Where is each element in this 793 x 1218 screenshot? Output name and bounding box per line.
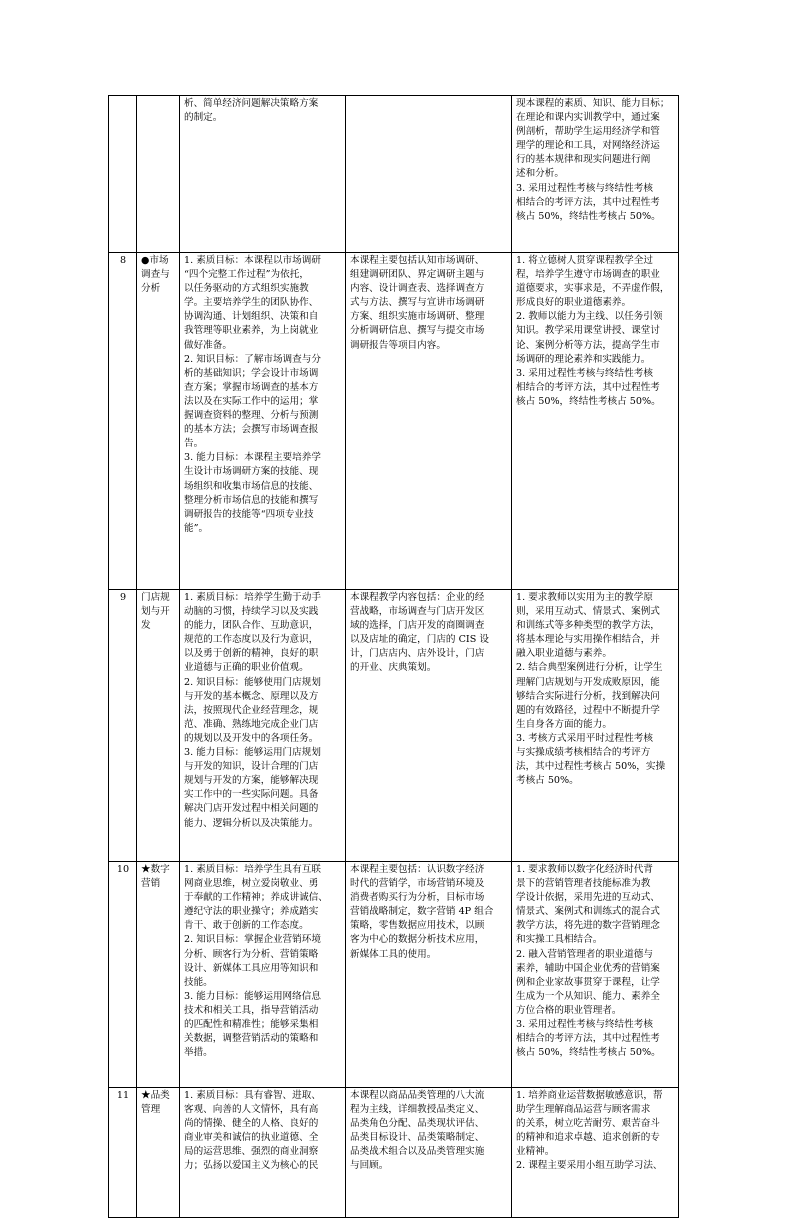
course-goals-line: 于奉献的工作精神；养成讲诚信、 [184, 892, 328, 904]
course-goals-line: 技能。 [184, 976, 213, 988]
course-content-line: 时代的营销学，市场营销环境及 [350, 878, 485, 890]
course-content [346, 590, 512, 862]
teaching-requirements-line: 够结合实际进行分析，找到解决问 [516, 690, 660, 702]
teaching-requirements-line: 2. 课程主要采用小组互助学习法、 [516, 1160, 663, 1172]
course-content-line: 方案、组织实施市场调研、整理 [350, 311, 485, 323]
course-name-line: 营销 [141, 878, 161, 890]
course-content-line: 本课程主要包括：认识数字经济 [350, 864, 485, 875]
course-goals-line: 规划与开发的方案，能够解决现 [184, 775, 319, 787]
teaching-requirements-line: 现本课程的素质、知识、能力目标； [516, 98, 670, 109]
course-content-line: 的开业、庆典策划。 [350, 662, 437, 674]
teaching-requirements-line: 道德要求，实事求是，不弄虚作假， [516, 283, 670, 295]
teaching-requirements-line: 例和企业家故事贯穿于课程，让学 [516, 976, 660, 988]
table-row [109, 253, 679, 590]
course-name-line: 发 [141, 620, 151, 632]
course-goals-line: 查方案；掌握市场调查的基本方 [184, 381, 319, 393]
course-goals-line: 整理分析市场信息的技能和撰写 [184, 494, 319, 506]
teaching-requirements [512, 590, 679, 862]
course-goals [180, 1088, 346, 1218]
course-goals-line: 场组织和收集市场信息的技能、 [184, 480, 319, 492]
course-goals-line: 遵纪守法的职业操守；养成踏实 [184, 906, 319, 918]
course-goals [180, 96, 346, 253]
table-row [109, 96, 679, 253]
teaching-requirements-line: 生自身各方面的能力。 [516, 718, 612, 730]
teaching-requirements-line: 1. 要求教师以实用为主的教学原 [516, 592, 653, 603]
teaching-requirements-line: 融入职业道德与素养。 [516, 648, 612, 660]
course-goals-line: 法，按照现代企业经营理念，规 [184, 704, 319, 716]
course-goals-line: 2. 知识目标：能够使用门店规划 [184, 676, 321, 688]
course-goals-line: 的基本方法；会撰写市场调查报 [184, 424, 319, 436]
teaching-requirements-line: 2. 结合典型案例进行分析，让学生 [516, 662, 663, 674]
course-name-line: 管理 [141, 1104, 161, 1116]
teaching-requirements-line: 与实操成绩考核相结合的考评方 [516, 747, 651, 759]
teaching-requirements-line: 3. 采用过程性考核与终结性考核 [516, 182, 653, 194]
row-number: 8 [109, 253, 137, 590]
teaching-requirements-line: 景下的营销管理者技能标准为教 [516, 878, 651, 890]
teaching-requirements-line: 方位合格的职业管理者。 [516, 1004, 622, 1016]
course-goals-line: 2. 知识目标：了解市场调查与分 [184, 353, 321, 365]
course-goals-line: 1. 素质目标：本课程以市场调研 [184, 255, 321, 266]
course-content-line: 分析调研信息、撰写与提交市场 [350, 325, 485, 337]
course-goals-line: 局的运营思维、强烈的商业洞察 [184, 1146, 319, 1158]
course-content-line: 与回顾。 [350, 1160, 389, 1172]
course-content-line: 策略，零售数据应用技术，以顾 [350, 920, 485, 932]
course-goals-line: 3. 能力目标：能够运用门店规划 [184, 747, 321, 759]
course-content-line: 营销战略制定，数字营销 4P 组合 [350, 906, 494, 918]
teaching-requirements-line: 1. 将立德树人贯穿课程教学全过 [516, 255, 653, 266]
course-goals-line: “四个完整工作过程”为依托， [184, 269, 309, 281]
course-goals-line: 告。 [184, 438, 204, 450]
teaching-requirements-line: 情景式、案例式和训练式的混合式 [516, 906, 660, 918]
course-goals-line: 的制定。 [184, 112, 223, 124]
teaching-requirements-line: 行的基本规律和现实问题进行阐 [516, 154, 651, 166]
course-goals-line: 实工作中的一些实际问题。具备 [184, 789, 319, 801]
course-content-line: 式与方法、撰写与宣讲市场调研 [350, 297, 485, 309]
teaching-requirements-line: 和训练式等多种类型的教学方法， [516, 620, 660, 632]
course-goals-line: 析、简单经济问题解决策略方案 [184, 98, 319, 109]
course-name [137, 590, 180, 862]
teaching-requirements-line: 知识。教学采用课堂讲授、课堂讨 [516, 325, 660, 337]
course-content-line: 客为中心的数据分析技术应用， [350, 934, 485, 946]
table-row [109, 1088, 679, 1218]
course-name [137, 253, 180, 590]
course-name-line: ●市场 [141, 255, 169, 266]
course-content-line: 品类战术组合以及品类管理实施 [350, 1146, 485, 1158]
course-goals [180, 253, 346, 590]
course-content-line: 以及店址的确定，门店的 CIS 设 [350, 634, 489, 646]
course-goals-line: 范、准确、熟练地完成企业门店 [184, 718, 319, 730]
course-name-line: 调查与 [141, 269, 170, 281]
teaching-requirements-line: 和实操工具相结合。 [516, 934, 603, 946]
course-name-line: ★品类 [141, 1090, 170, 1101]
teaching-requirements-line: 3. 考核方式采用平时过程性考核 [516, 732, 653, 744]
course-goals-line: 规范的工作态度以及行为意识， [184, 634, 319, 646]
teaching-requirements-line: 的精神和追求卓越、追求创新的专 [516, 1132, 660, 1144]
teaching-requirements-line: 3. 采用过程性考核与终结性考核 [516, 1019, 653, 1031]
course-goals-line: 以及勇于创新的精神，良好的职 [184, 648, 319, 660]
course-goals-line: 能力、逻辑分析以及决策能力。 [184, 817, 319, 829]
course-goals-line: 3. 能力目标：能够运用网络信息 [184, 990, 321, 1002]
teaching-requirements-line: 论、案例分析等方法，提高学生市 [516, 339, 660, 351]
teaching-requirements-line: 学设计依据，采用先进的互动式、 [516, 892, 660, 904]
teaching-requirements-line: 例剖析，帮助学生运用经济学和管 [516, 126, 660, 138]
course-goals-line: 的规划以及开发中的各项任务。 [184, 732, 319, 744]
teaching-requirements-line: 的关系，树立吃苦耐劳、艰苦奋斗 [516, 1118, 660, 1130]
course-goals-line: 举措。 [184, 1047, 213, 1059]
teaching-requirements-line: 程，培养学生遵守市场调查的职业 [516, 269, 660, 281]
teaching-requirements-line: 题的有效路径，过程中不断提升学 [516, 704, 660, 716]
course-goals-line: 的能力，团队合作、互助意识， [184, 620, 319, 632]
course-goals-line: 网商业思维，树立爱岗敬业、勇 [184, 878, 319, 890]
teaching-requirements-line: 核占 50%，终结性考核占 50%。 [516, 210, 661, 222]
course-goals-line: 1. 素质目标：具有睿智、进取、 [184, 1090, 321, 1101]
course-content-line: 域的选择，门店开发的商圈调查 [350, 620, 485, 632]
teaching-requirements-line: 考核占 50%。 [516, 775, 579, 787]
course-name-line: ★数字 [141, 864, 170, 875]
teaching-requirements-line: 述和分析。 [516, 168, 564, 180]
course-name-line: 门店规 [141, 592, 170, 603]
course-table [108, 95, 679, 1218]
course-content-line: 品类目标设计、品类策略制定、 [350, 1132, 485, 1144]
course-content-line: 本课程以商品品类管理的八大流 [350, 1090, 485, 1101]
course-content-line: 内容、设计调查表、选择调查方 [350, 283, 485, 295]
course-content-line: 程为主线，详细教授品类定义、 [350, 1104, 485, 1116]
course-content [346, 1088, 512, 1218]
course-goals-line: 调研报告的技能等“四项专业技 [184, 508, 314, 520]
teaching-requirements-line: 理学的理论和工具，对网络经济运 [516, 140, 660, 152]
course-content-line: 本课程主要包括认知市场调研、 [350, 255, 485, 266]
teaching-requirements-line: 理解门店规划与开发成败原因，能 [516, 676, 660, 688]
teaching-requirements-line: 法，其中过程性考核占 50%，实操 [516, 761, 666, 773]
teaching-requirements-line: 形成良好的职业道德素养。 [516, 297, 632, 309]
teaching-requirements-line: 2. 教师以能力为主线、以任务引领 [516, 311, 663, 323]
course-goals-line: 协调沟通、计划组织、决策和自 [184, 311, 319, 323]
teaching-requirements-line: 业精神。 [516, 1146, 555, 1158]
row-number [109, 96, 137, 253]
teaching-requirements-line: 1. 培养商业运营数据敏感意识，帮 [516, 1090, 663, 1101]
course-goals-line: 商业审美和诚信的执业道德、全 [184, 1132, 319, 1144]
course-goals-line: 析的基础知识；学会设计市场调 [184, 367, 319, 379]
teaching-requirements [512, 96, 679, 253]
course-goals-line: 动脑的习惯，持续学习以及实践 [184, 606, 319, 618]
course-goals-line: 学。主要培养学生的团队协作、 [184, 297, 319, 309]
teaching-requirements-line: 相结合的考评方法，其中过程性考 [516, 381, 660, 393]
course-goals-line: 关数据，调整营销活动的策略和 [184, 1033, 319, 1045]
course-goals-line: 解决门店开发过程中相关问题的 [184, 803, 319, 815]
course-name-line: 划与开 [141, 606, 170, 618]
course-goals-line: 生设计市场调研方案的技能、现 [184, 466, 319, 478]
course-goals-line: 与开发的知识，设计合理的门店 [184, 761, 319, 773]
teaching-requirements-line: 将基本理论与实用操作相结合，并 [516, 634, 660, 646]
course-goals-line: 3. 能力目标：本课程主要培养学 [184, 452, 321, 464]
course-content-line: 调研报告等项目内容。 [350, 339, 446, 351]
course-goals-line: 业道德与正确的职业价值观。 [184, 662, 309, 674]
row-number: 10 [109, 862, 137, 1088]
course-goals-line: 客观、向善的人文情怀，具有高 [184, 1104, 319, 1116]
teaching-requirements-line: 在理论和课内实训教学中，通过案 [516, 112, 660, 124]
course-name-line: 分析 [141, 283, 161, 295]
course-goals-line: 尚的情操、健全的人格、良好的 [184, 1118, 319, 1130]
teaching-requirements [512, 1088, 679, 1218]
course-goals-line: 能”。 [184, 522, 209, 534]
course-goals-line: 1. 素质目标：培养学生勤于动手 [184, 592, 321, 603]
teaching-requirements-line: 核占 50%，终结性考核占 50%。 [516, 1047, 661, 1059]
course-goals-line: 握调查资料的整理、分析与预测 [184, 410, 319, 422]
course-table-body [109, 96, 679, 1218]
course-content-line: 本课程教学内容包括：企业的经 [350, 592, 485, 603]
table-row [109, 590, 679, 862]
course-name [137, 1088, 180, 1218]
teaching-requirements-line: 生成为一个从知识、能力、素养全 [516, 990, 660, 1002]
course-goals-line: 我管理等职业素养，为上岗就业 [184, 325, 319, 337]
course-goals [180, 590, 346, 862]
teaching-requirements-line: 1. 要求教师以数字化经济时代背 [516, 864, 653, 875]
course-goals-line: 技术和相关工具，指导营销活动 [184, 1004, 319, 1016]
course-goals-line: 1. 素质目标：培养学生具有互联 [184, 864, 321, 875]
teaching-requirements-line: 素养，辅助中国企业优秀的营销案 [516, 962, 660, 974]
course-goals [180, 862, 346, 1088]
course-content-line: 消费者购买行为分析，目标市场 [350, 892, 485, 904]
course-goals-line: 的匹配性和精准性；能够采集相 [184, 1019, 319, 1031]
course-goals-line: 以任务驱动的方式组织实施教 [184, 283, 309, 295]
teaching-requirements-line: 场调研的理论素养和实践能力。 [516, 353, 651, 365]
course-goals-line: 力；弘扬以爱国主义为核心的民 [184, 1160, 319, 1172]
teaching-requirements [512, 862, 679, 1088]
course-goals-line: 做好准备。 [184, 339, 232, 351]
teaching-requirements-line: 3. 采用过程性考核与终结性考核 [516, 367, 653, 379]
course-goals-line: 与开发的基本概念、原理以及方 [184, 690, 319, 702]
course-name [137, 862, 180, 1088]
teaching-requirements-line: 相结合的考评方法，其中过程性考 [516, 196, 660, 208]
teaching-requirements-line: 则，采用互动式、情景式、案例式 [516, 606, 660, 618]
course-content-line: 新媒体工具的使用。 [350, 948, 437, 960]
course-goals-line: 法以及在实际工作中的运用；掌 [184, 395, 319, 407]
table-row [109, 862, 679, 1088]
teaching-requirements-line: 2. 融入营销管理者的职业道德与 [516, 948, 653, 960]
course-content-line: 品类角色分配、品类现状评估、 [350, 1118, 485, 1130]
course-goals-line: 分析、顾客行为分析、营销策略 [184, 948, 319, 960]
row-number: 9 [109, 590, 137, 862]
teaching-requirements [512, 253, 679, 590]
teaching-requirements-line: 相结合的考评方法，其中过程性考 [516, 1033, 660, 1045]
course-content [346, 862, 512, 1088]
teaching-requirements-line: 助学生理解商品运营与顾客需求 [516, 1104, 651, 1116]
course-content-line: 营战略，市场调查与门店开发区 [350, 606, 485, 618]
course-content [346, 96, 512, 253]
course-content-line: 组建调研团队、界定调研主题与 [350, 269, 485, 281]
course-content [346, 253, 512, 590]
course-content-line: 计，门店店内、店外设计，门店 [350, 648, 485, 660]
course-goals-line: 肯干、敢于创新的工作态度。 [184, 920, 309, 932]
course-name [137, 96, 180, 253]
teaching-requirements-line: 核占 50%，终结性考核占 50%。 [516, 395, 661, 407]
course-goals-line: 2. 知识目标：掌握企业营销环境 [184, 934, 321, 946]
course-goals-line: 设计、新媒体工具应用等知识和 [184, 962, 319, 974]
row-number: 11 [109, 1088, 137, 1218]
teaching-requirements-line: 教学方法，将先进的数字营销理念 [516, 920, 660, 932]
